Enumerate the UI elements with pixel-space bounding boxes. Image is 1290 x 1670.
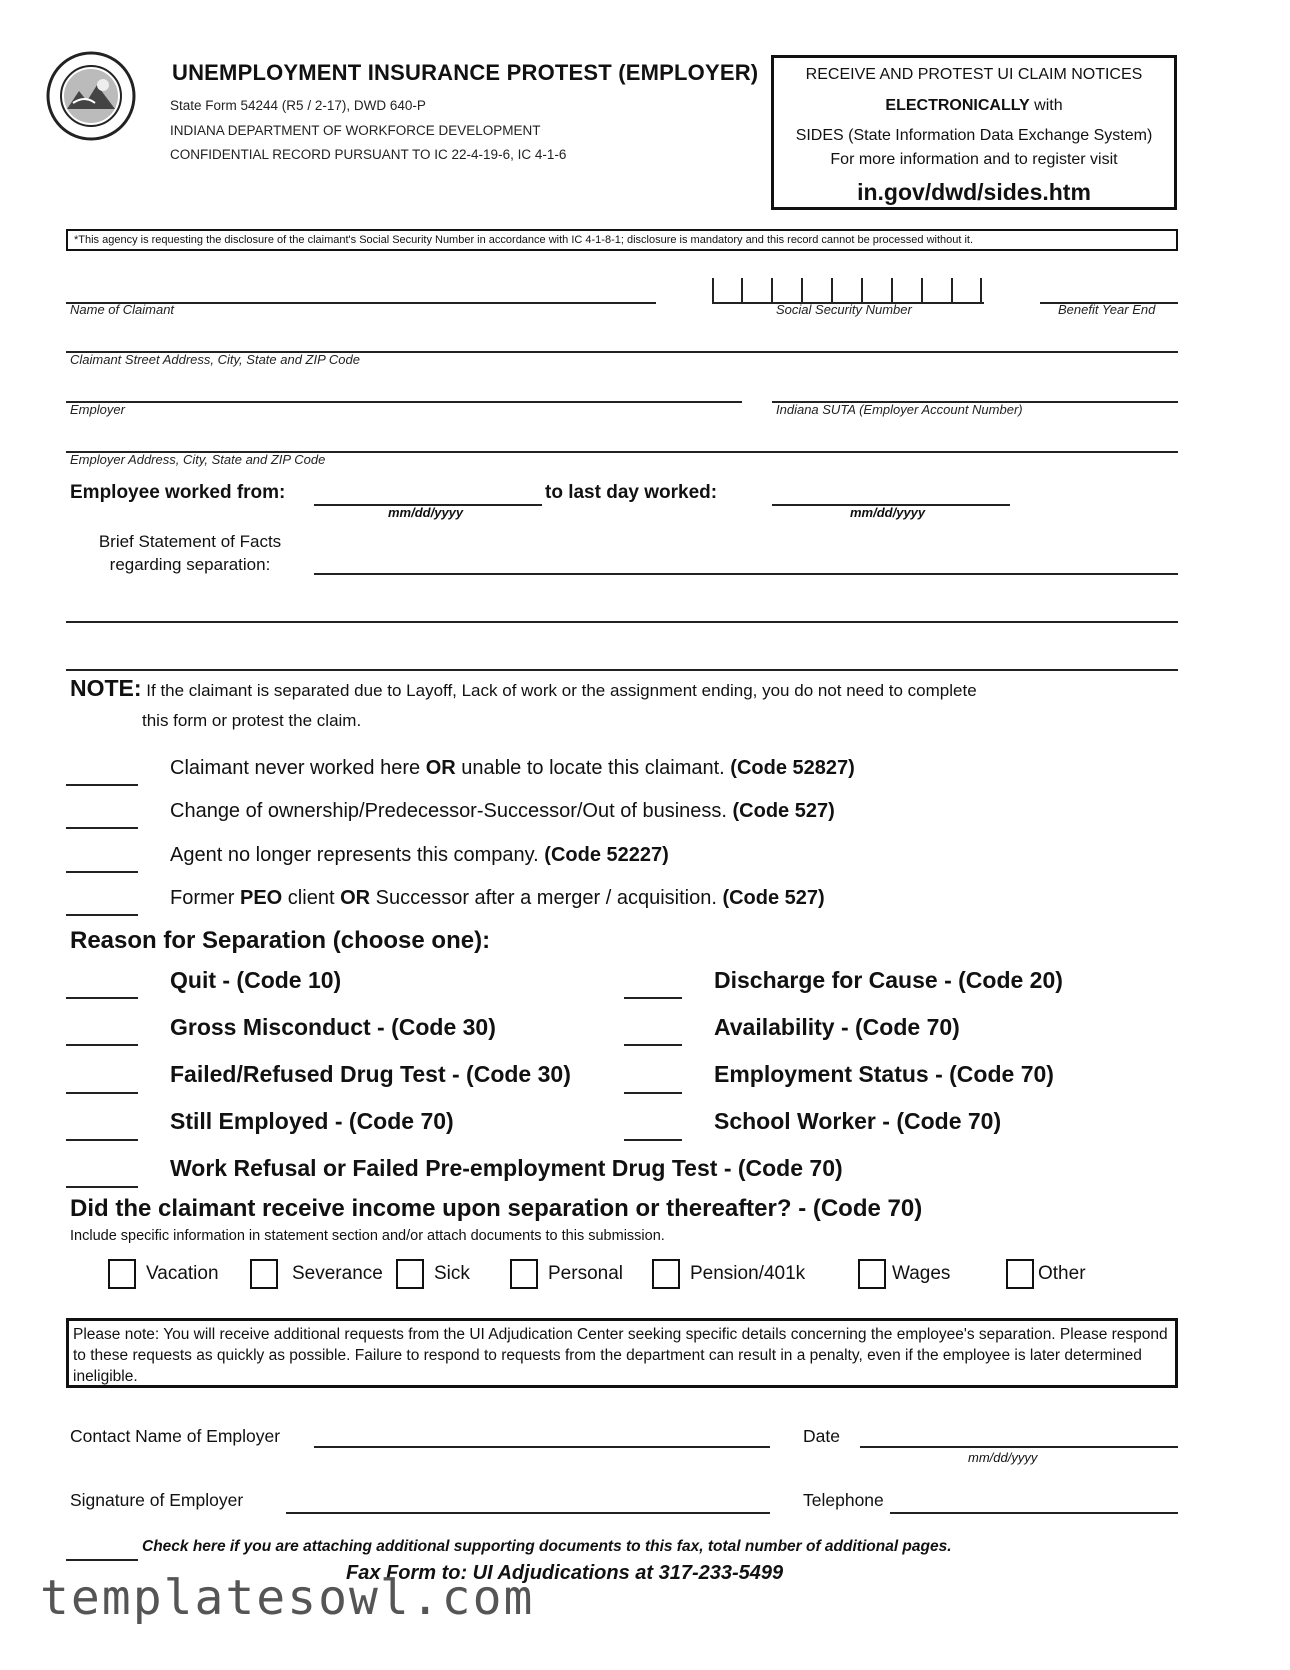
worked-from-label: Employee worked from: <box>70 482 286 503</box>
reason-still-employed: Still Employed - (Code 70) <box>170 1108 454 1134</box>
sides-url-link[interactable]: in.gov/dwd/sides.htm <box>857 179 1091 205</box>
reason-section-title: Reason for Separation (choose one): <box>70 927 491 954</box>
checkbox-personal[interactable] <box>510 1259 538 1289</box>
checkbox-sick-label: Sick <box>434 1263 470 1284</box>
date-format: mm/dd/yyyy <box>968 1450 1038 1465</box>
reason-blank-still-employed[interactable] <box>66 1139 138 1141</box>
please-note-box: Please note: You will receive additional requests from the UI Adjudication Center seeking specific details concerning the employee's separation. Please respond to these requests as quickly as possible. Failure to respond to requests from the department can result in a penalty, even if the employee is later determined ineligible. <box>66 1318 1178 1388</box>
department-name: INDIANA DEPARTMENT OF WORKFORCE DEVELOPMENT <box>170 123 541 138</box>
reason-blank-work-refusal[interactable] <box>66 1186 138 1188</box>
reason-work-refusal: Work Refusal or Failed Pre-employment Drug Test - (Code 70) <box>170 1155 843 1181</box>
checkbox-vacation-label: Vacation <box>146 1263 219 1284</box>
fax-instruction: Fax Form to: UI Adjudications at 317-233-5499 <box>346 1562 784 1584</box>
checkbox-vacation[interactable] <box>108 1259 136 1289</box>
claimant-name-label: Name of Claimant <box>70 302 175 317</box>
reason-employment-status: Employment Status - (Code 70) <box>714 1061 1054 1087</box>
form-id: State Form 54244 (R5 / 2-17), DWD 640-P <box>170 98 426 113</box>
note-text: NOTE: If the claimant is separated due to Layoff, Lack of work or the assignment ending, you do not need to complete <box>70 675 977 701</box>
checkbox-wages-label: Wages <box>892 1263 951 1284</box>
reason-school-worker: School Worker - (Code 70) <box>714 1108 1002 1134</box>
employer-label: Employer <box>70 402 125 417</box>
reason-quit: Quit - (Code 10) <box>170 967 342 993</box>
option-blank-agent[interactable] <box>66 871 138 873</box>
ssn-disclosure-notice: *This agency is requesting the disclosure of the claimant's Social Security Number in accordance with IC 4-1-8-1; disclosure is mandatory and this record cannot be processed without it. <box>66 229 1178 251</box>
option-blank-change-ownership[interactable] <box>66 827 138 829</box>
sides-line-4: For more information and to register visit <box>830 151 1118 168</box>
additional-pages-field[interactable] <box>66 1559 138 1561</box>
sides-line-3: SIDES (State Information Data Exchange System) <box>795 127 1153 144</box>
checkbox-wages[interactable] <box>858 1259 886 1289</box>
sides-line-1: RECEIVE AND PROTEST UI CLAIM NOTICES <box>805 66 1143 83</box>
contact-name-label: Contact Name of Employer <box>70 1426 281 1446</box>
checkbox-personal-label: Personal <box>548 1263 623 1284</box>
reason-blank-discharge[interactable] <box>624 997 682 999</box>
option-change-ownership: Change of ownership/Predecessor-Successor/Out of business. (Code 527) <box>170 800 835 822</box>
checkbox-pension-label: Pension/401k <box>690 1263 806 1284</box>
note-text-2: this form or protest the claim. <box>142 711 362 730</box>
reason-blank-availability[interactable] <box>624 1044 682 1046</box>
option-blank-peo[interactable] <box>66 914 138 916</box>
reason-blank-drug-test[interactable] <box>66 1092 138 1094</box>
ssn-label: Social Security Number <box>776 302 912 317</box>
signature-label: Signature of Employer <box>70 1490 244 1510</box>
confidential-notice: CONFIDENTIAL RECORD PURSUANT TO IC 22-4-19-6, IC 4-1-6 <box>170 147 567 162</box>
reason-blank-gross-misconduct[interactable] <box>66 1044 138 1046</box>
option-blank-never-worked[interactable] <box>66 784 138 786</box>
sides-line-2: ELECTRONICALLY with <box>885 97 1063 114</box>
reason-blank-school-worker[interactable] <box>624 1139 682 1141</box>
income-subtitle: Include specific information in statement section and/or attach documents to this submission. <box>70 1228 665 1244</box>
state-seal-icon <box>45 51 137 141</box>
checkbox-severance-label: Severance <box>292 1263 383 1284</box>
ssn-field[interactable] <box>712 278 984 304</box>
benefit-year-end-label: Benefit Year End <box>1058 302 1156 317</box>
statement-line-3[interactable] <box>66 669 1178 671</box>
option-peo: Former PEO client OR Successor after a merger / acquisition. (Code 527) <box>170 887 825 909</box>
checkbox-other[interactable] <box>1006 1259 1034 1289</box>
statement-line-2[interactable] <box>66 621 1178 623</box>
checkbox-sick[interactable] <box>396 1259 424 1289</box>
form-title: UNEMPLOYMENT INSURANCE PROTEST (EMPLOYER) <box>172 60 759 85</box>
employer-field[interactable] <box>66 401 742 403</box>
date-field[interactable] <box>860 1446 1178 1448</box>
sides-info-box <box>771 55 1177 210</box>
date-label: Date <box>803 1426 840 1446</box>
telephone-label: Telephone <box>803 1490 884 1510</box>
watermark: templatesowl.com <box>40 1570 535 1626</box>
checkbox-severance[interactable] <box>250 1259 278 1289</box>
suta-label: Indiana SUTA (Employer Account Number) <box>776 402 1023 417</box>
reason-drug-test: Failed/Refused Drug Test - (Code 30) <box>170 1061 571 1087</box>
checkbox-other-label: Other <box>1038 1263 1086 1284</box>
reason-gross-misconduct: Gross Misconduct - (Code 30) <box>170 1014 496 1040</box>
option-never-worked: Claimant never worked here OR unable to locate this claimant. (Code 52827) <box>170 757 855 779</box>
attach-note: Check here if you are attaching additional supporting documents to this fax, total number of additional pages. <box>142 1538 952 1555</box>
employer-address-label: Employer Address, City, State and ZIP Code <box>70 452 326 467</box>
contact-name-field[interactable] <box>314 1446 770 1448</box>
signature-field[interactable] <box>286 1512 770 1514</box>
reason-blank-quit[interactable] <box>66 997 138 999</box>
checkbox-pension[interactable] <box>652 1259 680 1289</box>
statement-label: Brief Statement of Facts regarding separation: <box>98 532 282 574</box>
statement-line-1[interactable] <box>314 573 1178 575</box>
reason-availability: Availability - (Code 70) <box>714 1014 960 1040</box>
last-day-date-format: mm/dd/yyyy <box>850 505 926 520</box>
reason-blank-employment-status[interactable] <box>624 1092 682 1094</box>
worked-from-date-format: mm/dd/yyyy <box>388 505 464 520</box>
claimant-address-label: Claimant Street Address, City, State and ZIP Code <box>70 352 360 367</box>
telephone-field[interactable] <box>890 1512 1178 1514</box>
income-section-title: Did the claimant receive income upon separation or thereafter? - (Code 70) <box>70 1195 923 1222</box>
reason-discharge: Discharge for Cause - (Code 20) <box>714 967 1063 993</box>
last-day-label: to last day worked: <box>545 482 718 503</box>
option-agent: Agent no longer represents this company. (Code 52227) <box>170 844 669 866</box>
